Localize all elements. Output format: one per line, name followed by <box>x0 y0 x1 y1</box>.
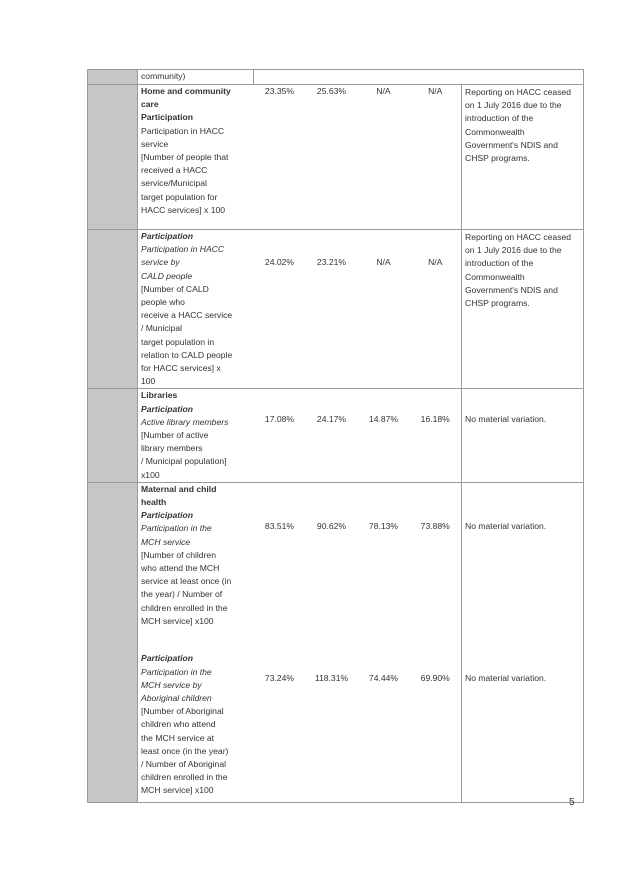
indicator-line: Participation in HACC <box>141 125 225 136</box>
value-2019: N/A <box>410 230 462 389</box>
material-variation-comment: No material variation. <box>462 482 584 652</box>
indicator-line: for HACC services] x <box>141 363 221 374</box>
indicator-line: [Number of Aboriginal <box>141 706 224 717</box>
indicator-line: [Number of active <box>141 430 209 441</box>
value-2017: 118.31% <box>306 652 358 802</box>
indicator-line: target population for <box>141 191 218 202</box>
indicator-line: / Number of Aboriginal <box>141 758 227 769</box>
indicator-line: service <box>141 138 169 149</box>
indicator-line: children enrolled in the <box>141 772 228 783</box>
indicator-cell <box>138 389 254 482</box>
indicator-line: Active library members <box>141 416 229 427</box>
material-variation-comment: No material variation. <box>462 389 584 482</box>
table-row <box>88 652 584 802</box>
value-2018: 78.13% <box>368 520 399 531</box>
value-2018: N/A <box>358 85 410 230</box>
indicator-line: Participation in the <box>141 523 212 534</box>
indicator-line: MCH service by <box>141 679 202 690</box>
value-2018: N/A <box>358 230 410 389</box>
value-2016: 17.08% <box>254 389 306 482</box>
performance-table <box>87 69 584 803</box>
indicator-line: health <box>141 497 167 508</box>
indicator-line: 100 <box>141 376 156 387</box>
value-2019: N/A <box>410 85 462 230</box>
table-row <box>88 85 584 230</box>
row-shade-cell <box>88 482 138 802</box>
value-2017: 90.62% <box>316 520 347 531</box>
indicator-line: [Number of people that <box>141 152 229 163</box>
value-2018: 14.87% <box>358 389 410 482</box>
indicator-line: target population in <box>141 336 215 347</box>
value-2017: 24.17% <box>306 389 358 482</box>
table-row <box>88 482 584 652</box>
value-2017: 25.63% <box>306 85 358 230</box>
table-row <box>88 70 584 85</box>
row-shade-cell <box>88 70 138 85</box>
indicator-line: service/Municipal <box>141 178 207 189</box>
indicator-line: library members <box>141 443 203 454</box>
indicator-line: Participation <box>141 653 194 664</box>
indicator-line: relation to CALD people <box>141 349 233 360</box>
indicator-line: community) <box>141 71 186 81</box>
indicator-line: receive a HACC service <box>141 310 233 321</box>
indicator-cell <box>138 70 254 85</box>
indicator-line: CALD people <box>141 270 193 281</box>
indicator-line: Maternal and child <box>141 483 217 494</box>
value-2016: 73.24% <box>254 652 306 802</box>
indicator-line: who attend the MCH <box>141 563 220 574</box>
material-variation-comment: Reporting on HACC ceased on 1 July 2016 due to the introduction of the Commonwealth Government's NDIS and CHSP programs. <box>462 85 584 230</box>
indicator-line: x100 <box>141 469 160 480</box>
indicator-line: children who attend <box>141 719 216 730</box>
indicator-line: the year) / Number of <box>141 589 223 600</box>
indicator-line: Participation <box>141 510 194 521</box>
indicator-line: people who <box>141 297 185 308</box>
indicator-line: Participation <box>141 403 194 414</box>
indicator-line: service by <box>141 257 180 268</box>
indicator-cell <box>138 482 254 652</box>
indicator-cell <box>138 230 254 389</box>
indicator-line: the MCH service at <box>141 732 215 743</box>
indicator-line: [Number of CALD <box>141 283 209 294</box>
indicator-line: received a HACC <box>141 165 208 176</box>
empty-cell <box>254 70 584 85</box>
indicator-line: care <box>141 99 159 110</box>
indicator-line: [Number of children <box>141 549 216 560</box>
row-shade-cell <box>88 85 138 230</box>
indicator-line: Participation in the <box>141 666 212 677</box>
value-2016: 23.35% <box>254 85 306 230</box>
indicator-line: / Municipal <box>141 323 183 334</box>
indicator-line: Home and community <box>141 86 231 96</box>
indicator-line: Libraries <box>141 390 178 401</box>
indicator-line: service at least once (in <box>141 576 232 587</box>
value-2019: 69.90% <box>410 652 462 802</box>
indicator-line: Aboriginal children <box>141 692 212 703</box>
indicator-line: Participation in HACC <box>141 244 225 255</box>
indicator-line: MCH service] x100 <box>141 615 214 626</box>
value-2016: 24.02% <box>254 230 306 389</box>
indicator-line: children enrolled in the <box>141 602 228 613</box>
indicator-cell <box>138 652 254 802</box>
row-shade-cell <box>88 389 138 482</box>
indicator-line: Participation <box>141 231 194 241</box>
row-shade-cell <box>88 230 138 389</box>
value-2016: 83.51% <box>264 520 295 531</box>
value-2017: 23.21% <box>306 230 358 389</box>
material-variation-comment: Reporting on HACC ceased on 1 July 2016 due to the introduction of the Commonwealth Government's NDIS and CHSP programs. <box>462 230 584 389</box>
table-row <box>88 389 584 482</box>
indicator-line: least once (in the year) <box>141 745 229 756</box>
value-2018: 74.44% <box>358 652 410 802</box>
table-row <box>88 230 584 389</box>
value-2019: 16.18% <box>410 389 462 482</box>
indicator-line: HACC services] x 100 <box>141 204 226 215</box>
indicator-line: MCH service] x100 <box>141 785 214 796</box>
indicator-line: Participation <box>141 112 194 123</box>
page-number: 5 <box>569 797 575 808</box>
material-variation-comment: No material variation. <box>462 652 584 802</box>
indicator-line: MCH service <box>141 536 191 547</box>
indicator-line: / Municipal population] <box>141 456 227 467</box>
indicator-cell <box>138 85 254 230</box>
value-2019: 73.88% <box>410 482 462 652</box>
